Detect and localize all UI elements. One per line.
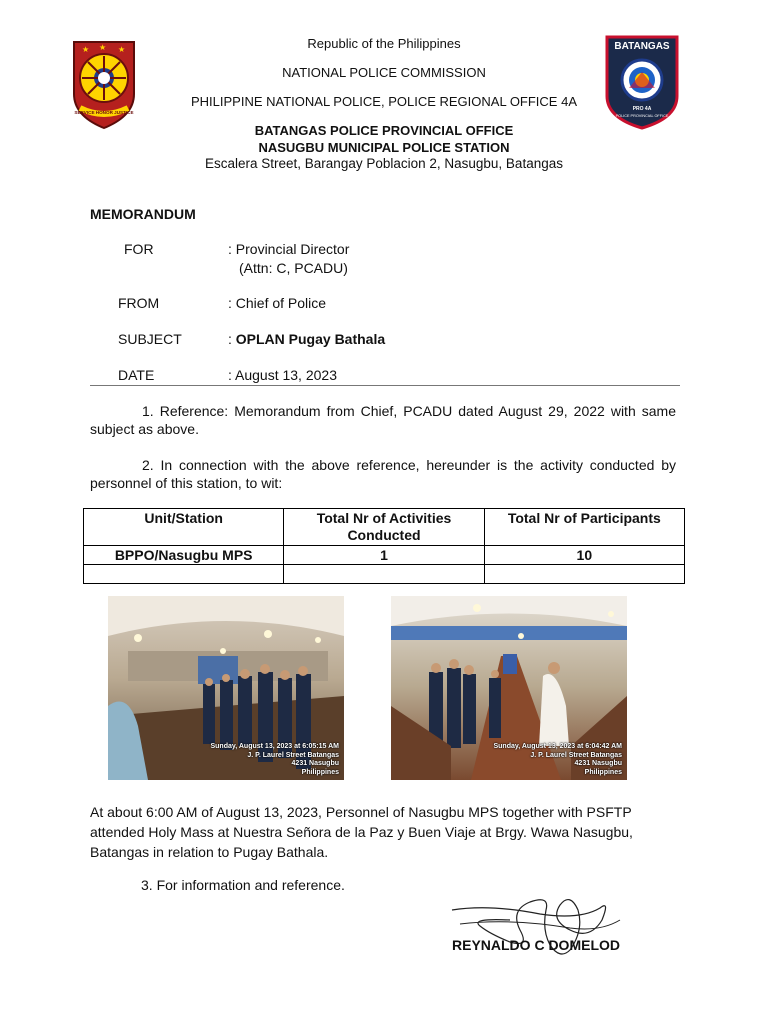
table-header-activities: Total Nr of Activities Conducted xyxy=(284,509,484,546)
photo-2-stamp-line-3: 4231 Nasugbu xyxy=(574,760,622,767)
memo-from-label: FROM xyxy=(118,295,160,311)
photo-2-timestamp xyxy=(493,743,622,777)
paragraph-activity-details: At about 6:00 AM of August 13, 2023, Personnel of Nasugbu MPS together with PSFTP attended Holy Mass at Nuestra Señora de la Paz y Buen Viaje at Brgy. Wawa Nasugbu, Batangas in relation to Pugay Bathala. xyxy=(90,804,633,860)
svg-text:★: ★ xyxy=(99,43,107,52)
memo-for-label: FOR xyxy=(124,241,154,257)
memo-subject-colon: : xyxy=(228,331,236,347)
memo-subject-label: SUBJECT xyxy=(118,331,182,347)
header-office: BATANGAS POLICE PROVINCIAL OFFICE xyxy=(254,123,514,138)
header-address: Escalera Street, Barangay Poblacion 2, Nasugbu, Batangas xyxy=(205,156,563,171)
table-row xyxy=(84,546,685,565)
table-header-row xyxy=(84,509,685,546)
memo-subject-value: OPLAN Pugay Bathala xyxy=(235,331,386,347)
header-republic: Republic of the Philippines xyxy=(307,36,461,51)
memo-for-value: : Provincial Director xyxy=(228,241,350,257)
table-cell: 1 xyxy=(284,546,484,565)
photo-1-stamp-line-3: 4231 Nasugbu xyxy=(291,760,339,767)
activity-table xyxy=(83,508,685,584)
table-header-unit: Unit/Station xyxy=(84,509,284,546)
photo-2-stamp-line-2: J. P. Laurel Street Batangas xyxy=(530,751,622,759)
seal-ring-text: SERVICE HONOR JUSTICE xyxy=(74,110,134,115)
memo-subject xyxy=(228,331,385,347)
svg-text:★: ★ xyxy=(118,45,126,54)
badge-top-text: BATANGAS xyxy=(614,41,670,52)
memo-date-value: : August 13, 2023 xyxy=(228,367,337,383)
memo-for-attn: (Attn: C, PCADU) xyxy=(239,260,348,276)
table-cell xyxy=(84,565,284,584)
photo-1-stamp-line-4: Philippines xyxy=(301,768,339,776)
photo-2-stamp-line-4: Philippines xyxy=(584,768,622,776)
photo-1-stamp-line-1: Sunday, August 13, 2023 at 6:05:15 AM xyxy=(210,743,339,750)
photo-1-timestamp xyxy=(210,743,339,777)
memo-title: MEMORANDUM xyxy=(90,206,196,222)
photo-1-stamp-line-2: J. P. Laurel Street Batangas xyxy=(247,751,339,759)
badge-mid-text: PRO 4A xyxy=(632,106,652,112)
header-napolcom: NATIONAL POLICE COMMISSION xyxy=(282,65,486,80)
paragraph-reference: 1. Reference: Memorandum from Chief, PCADU dated August 29, 2022 with same subject as above. xyxy=(90,403,676,437)
signatory-name: REYNALDO C DOMELOD xyxy=(452,937,620,953)
header-station: NASUGBU MUNICIPAL POLICE STATION xyxy=(258,140,510,155)
memo-date-label: DATE xyxy=(118,367,155,383)
table-cell: BPPO/Nasugbu MPS xyxy=(84,546,284,565)
paragraph-closing: 3. For information and reference. xyxy=(141,877,345,893)
photo-mass-2 xyxy=(391,596,627,780)
photo-mass-1 xyxy=(108,596,344,780)
table-header-participants: Total Nr of Participants xyxy=(484,509,684,546)
table-row xyxy=(84,565,685,584)
paragraph-activity-intro: 2. In connection with the above reference, hereunder is the activity conducted by personnel of this station, to wit: xyxy=(90,457,676,491)
svg-text:★: ★ xyxy=(82,45,90,54)
memo-from-value: : Chief of Police xyxy=(228,295,327,311)
header-pnp-region: PHILIPPINE NATIONAL POLICE, POLICE REGIONAL OFFICE 4A xyxy=(190,94,577,109)
memo-divider xyxy=(90,385,680,386)
photo-2-stamp-line-1: Sunday, August 13, 2023 at 6:04:42 AM xyxy=(493,743,622,750)
badge-bottom-text: POLICE PROVINCIAL OFFICE xyxy=(615,114,669,118)
table-cell xyxy=(484,565,684,584)
table-cell xyxy=(284,565,484,584)
table-cell: 10 xyxy=(484,546,684,565)
